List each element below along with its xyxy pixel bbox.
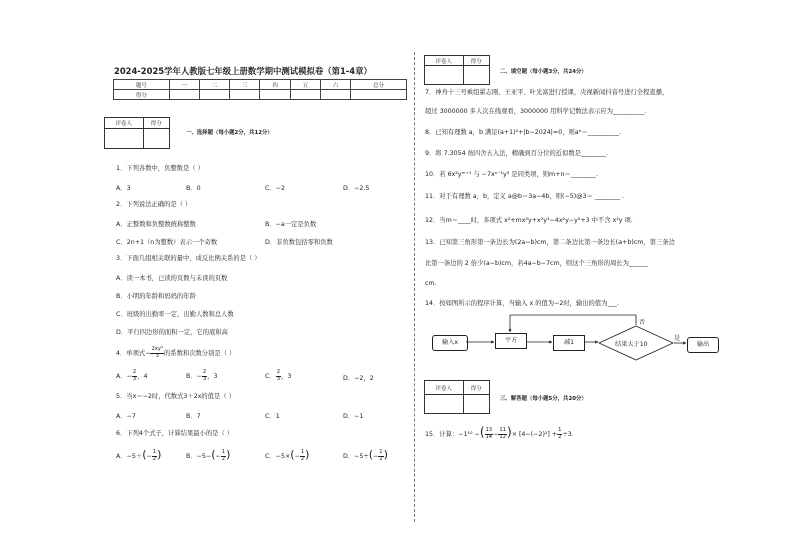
option-tail: ，3 [207,373,218,381]
question-1-option: C．−2 [265,185,285,192]
question-4-monomial [150,347,164,359]
option-label: C．−5× [265,453,291,460]
paren: ) [226,448,231,461]
flow-square-box: 平方 [495,333,527,349]
flow-input-box: 输入x [432,335,468,351]
grader-box [424,55,490,85]
question-1-option: D．−2.5 [343,185,370,192]
minus-sign: − [145,350,151,358]
option-tail: ，3 [281,373,292,381]
grader-box [104,117,170,149]
score-header-cell: 六 [320,80,350,90]
question-13-line1: 13．已知第三角形第一条边长为(2a−b)cm，第二条边比第一条边长(a+b)cm，第三条边 [425,239,675,246]
frac-denominator: 3 [202,375,207,382]
score-cell [463,395,489,414]
frac-denominator: 2 [221,455,226,462]
option-sign: − [196,373,202,381]
question-7-line1: 7．神舟十三号乘组翟志刚、王亚平、叶光富进行授课，央视新闻抖音号进行全程直播， [425,89,669,96]
frac-numerator: 1 [300,448,305,455]
grader-label: 评卷人 [105,118,144,129]
grader-label: 评卷人 [425,381,464,395]
score-cell [463,66,489,85]
frac-denominator: 14 [485,433,493,440]
score-header-cell: 总分 [351,80,407,90]
loop-arrow [510,315,636,332]
question-13-line2: 比第一条边的 2 倍少(a−b)cm，若4a−b−7cm，则这个三角形的周长为______ [425,260,648,267]
score-cell [351,90,407,100]
score-cell [200,90,230,100]
flow-decision-text: 结果大于10 [615,341,648,348]
question-13-line3: cm. [425,280,437,287]
score-cell [320,90,350,100]
question-6-option-b: B．−5−(− $\frac{1}{2}$ ) [186,448,231,462]
question-5-option: D．−1 [343,413,364,420]
question-3-option: A．读一本书，已读的页数与未读的页数 [116,275,228,282]
question-8: 8．已知有理数 a，b 满足(a+1)²+|b−2024|=0，则aᵇ＝__________. [425,129,622,136]
frac-numerator: 2 [276,369,281,375]
question-4-option-d: D．−2，2 [343,375,374,382]
option-label: C． [265,373,276,381]
question-9: 9．将 7.3054 按四舍五入法，精确到百分位的近似数是________. [425,150,609,157]
score-label: 得分 [463,381,489,395]
question-4-stem [116,347,235,359]
q15-middle: × [4−(−2)²] + [511,431,558,439]
option-label: A．−5＋ [116,453,143,460]
question-3-stem: 3．下面几组相关联的量中，成反比例关系的是（ ） [116,255,261,262]
question-4-option-c [265,370,291,382]
frac-numerator: 11 [499,427,506,433]
paren: ( [211,448,216,461]
flow-output-box: 输出 [687,337,719,353]
score-header-cell: 题号 [114,80,170,90]
score-cell [290,90,320,100]
question-6-option-a: A．−5＋(− $\frac{1}{2}$ ) [116,448,162,462]
question-2-option: B．−a一定是负数 [265,221,317,228]
paren: ) [507,425,512,440]
grader-cell [425,395,464,414]
flow-minus-box: 减1 [553,335,585,351]
question-3-option: B．小明的年龄和妈妈的年龄 [116,293,196,300]
paren: ( [368,448,374,461]
frac [498,428,507,440]
score-cell [143,129,169,149]
question-5-stem: 5．当x＝−2时，代数式3＋2x的值是（ ） [116,393,235,400]
score-header-cell: 二 [200,80,230,90]
paren: ( [479,425,485,440]
option-label: B． [186,373,197,381]
frac-numerator: 1 [558,427,562,433]
score-cell [230,90,260,100]
frac-numerator: 1 [379,448,383,455]
frac-denominator: 12 [499,433,506,440]
question-2-option: A．正整数和负整数统称整数 [116,221,196,228]
option-sign: − [126,373,132,381]
section-choice-heading: 一、选择题（每小题2分，共12分） [186,130,273,136]
question-4-option-a [116,370,148,382]
question-4-stem-suffix: 的系数和次数分别是（ ） [164,350,236,358]
frac-denominator: 3 [276,375,281,382]
frac-denominator: 2 [152,455,157,462]
question-1-option: A．3 [116,185,131,192]
score-header-cell: 一 [169,80,199,90]
flow-no-label: 否 [639,319,646,326]
grader-box [424,380,490,414]
grader-cell [425,66,464,85]
grader-cell [105,129,144,149]
frac-denominator: 3 [155,352,159,359]
question-2-stem: 2．下列说法正确的是（ ） [116,201,192,208]
question-3-option: D．平行四边形的面积一定，它的底和高 [116,329,228,336]
paren: ) [383,448,388,461]
paren: ( [142,448,147,461]
question-1-option: B．0 [186,185,201,192]
section-solve-heading: 三、解答题（每小题5分，共20分） [500,396,587,402]
question-6-option-d: D．−5÷(− $\frac{1}{2}$ ) [343,448,388,462]
question-7-line2: 超过 3000000 多人次在线观看，3000000 用科学记数法表示应为__________. [425,108,647,115]
frac-denominator: 2 [379,455,383,462]
question-2-option: C．2n+1（n为整数）表示一个奇数 [116,239,218,246]
question-10: 10．若 6x²yᵐ⁺¹ 与 −7xⁿ⁻¹y³ 是同类项，则m+n＝________. [425,171,598,178]
question-1-stem: 1．下列各数中，负整数是（ ） [116,165,204,172]
frac-numerator: 1 [221,448,226,455]
score-header-cell: 四 [260,80,290,90]
frac-denominator: 2 [300,455,305,462]
question-4-option-b [186,370,218,382]
question-2-option: D．非负数包括零和负数 [265,239,333,246]
question-6-option-c: C．−5×(− $\frac{1}{2}$ ) [265,448,310,462]
option-label: B．−5− [186,453,212,460]
question-14: 14．按如图所示的程序计算，当输入 x 的值为−2时，输出的值为___. [425,300,619,307]
question-5-option: C．1 [265,413,280,420]
q15-tail: ÷3. [562,431,574,439]
question-5-option: A．−7 [116,413,136,420]
score-header-cell: 五 [290,80,320,90]
frac-numerator: 2 [132,369,137,375]
question-5-option: B．7 [186,413,201,420]
paren: ) [305,448,310,461]
frac [485,428,494,440]
score-label: 得分 [143,118,169,129]
question-12: 12．当m＝____时，多项式 x²+mx²y+x²y³−4x²y−y³+3 中不含 x²y 项. [425,217,633,224]
paren: ( [290,448,295,461]
exam-title: 2024-2025学年人教版七年级上册数学期中测试模拟卷（第1-4章） [114,66,372,76]
option-tail: ，4 [137,373,148,381]
frac-numerator: 2xy³ [151,346,164,352]
score-cell [260,90,290,100]
grader-label: 评卷人 [425,56,464,66]
score-table-header-row [114,80,407,90]
section-fill-heading: 二、填空题（每小题3分，共24分） [500,69,587,75]
option-label: A． [116,373,127,381]
option-label: D．−5÷ [343,453,369,460]
question-15: 15．计算：−1¹⁰ −( $\frac{13}{14}$ − $\frac{11}{12}$ )× [4−(−2)²] + $\frac{1}{2}$ ÷3. [425,425,574,440]
score-header-cell: 三 [230,80,260,90]
frac-denominator: 3 [132,375,137,382]
question-6-stem: 6．下列4个式子，计算结果最小的是（ ） [116,430,234,437]
flow-yes-label: 是 [674,335,681,342]
question-4-stem-prefix: 4．单项式 [116,350,146,358]
frac-numerator: 1 [152,448,157,455]
question-3-option: C．班级的出勤率一定，出勤人数和总人数 [116,311,234,318]
flow-connectors [466,310,696,350]
score-table-score-row [114,90,407,100]
frac-numerator: 2 [202,369,207,375]
frac-denominator: 2 [558,433,562,440]
score-row-label: 得分 [114,90,170,100]
paren: ) [157,448,162,461]
score-cell [169,90,199,100]
score-table [113,79,407,100]
frac-numerator: 13 [485,427,493,433]
fold-line [414,52,415,522]
question-11: 11．对于有理数 a，b，定义 a@b＝3a−4b，则(−5)@3＝ ________ . [425,193,625,200]
q15-prefix: 15．计算：−1¹⁰ − [425,431,480,439]
score-label: 得分 [463,56,489,66]
